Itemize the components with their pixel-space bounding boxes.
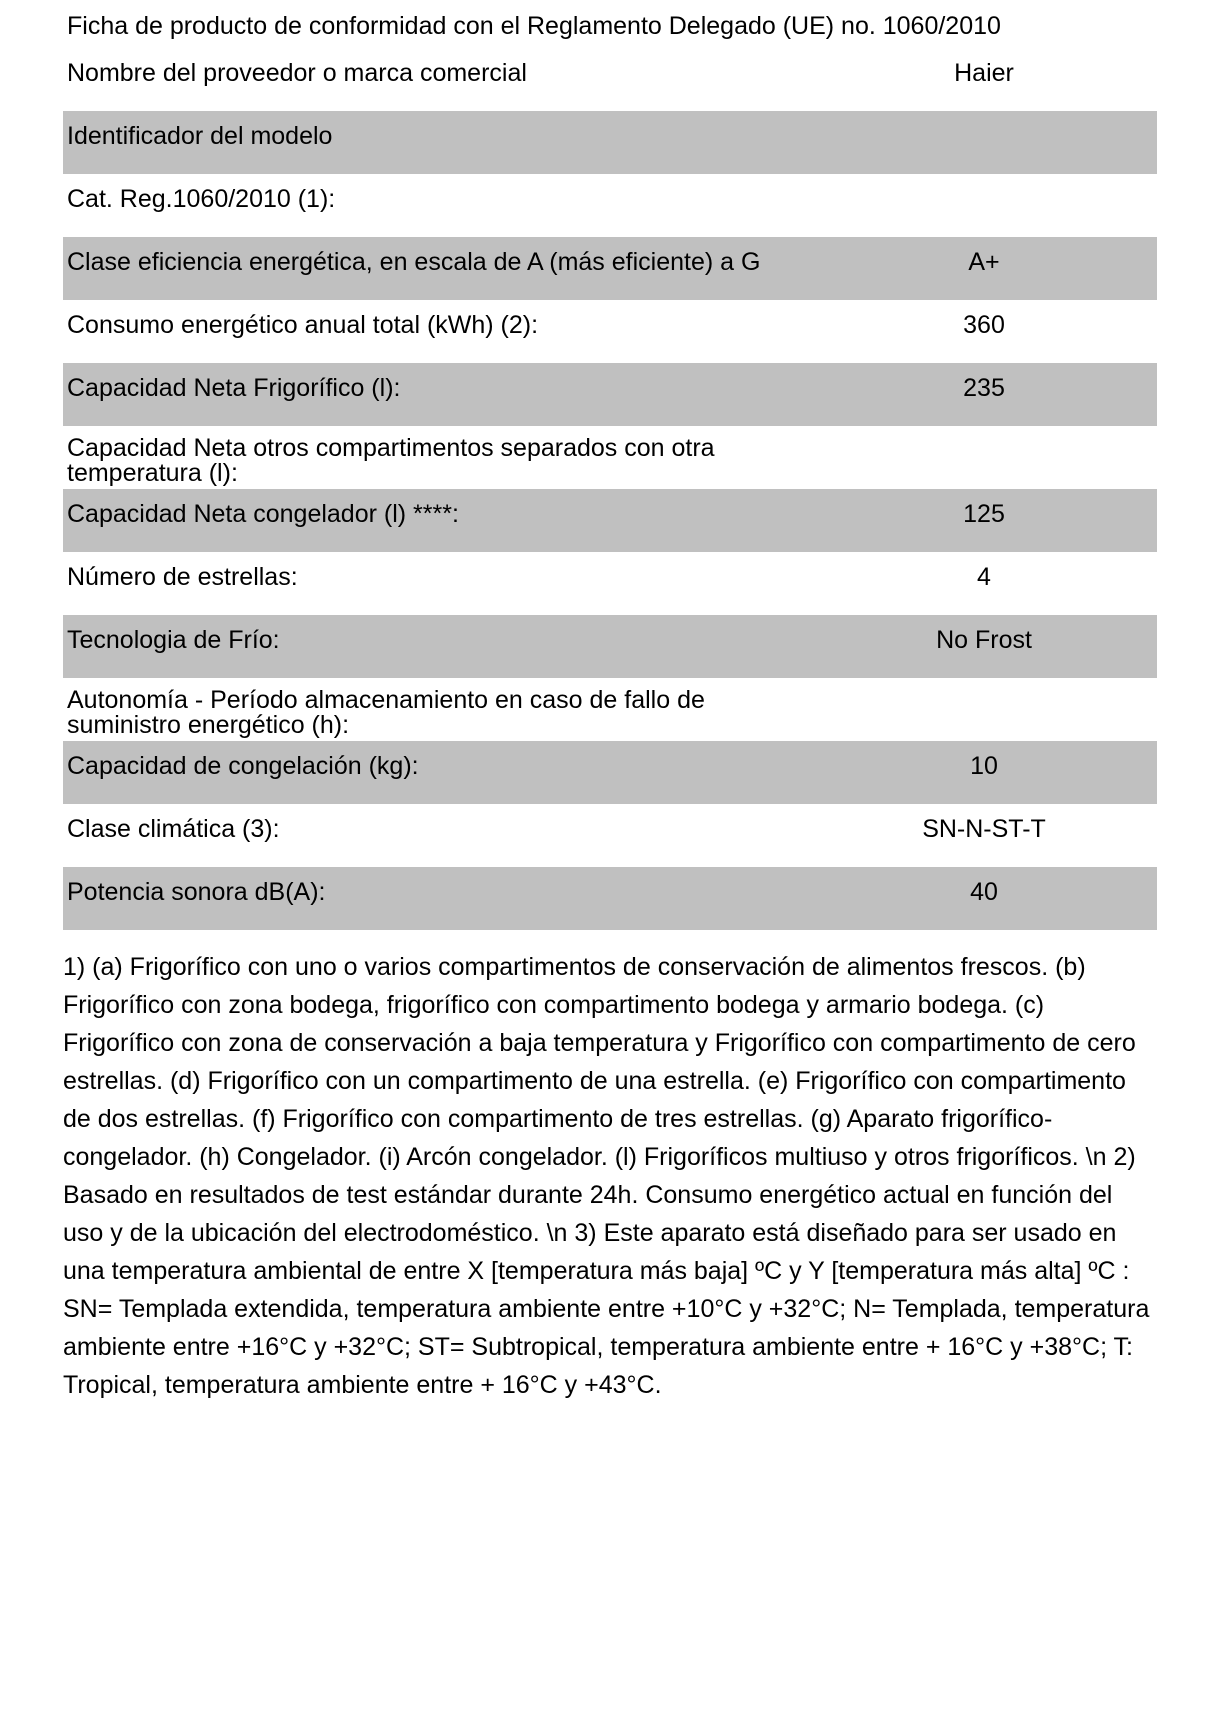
row-label: Capacidad Neta otros compartimentos separados con otra temperatura (l):	[67, 434, 715, 487]
row-value: A+	[968, 248, 1000, 276]
row-freezing-capacity	[63, 741, 1157, 804]
row-label: Clase climática (3):	[67, 815, 280, 843]
row-stars	[63, 552, 1157, 615]
row-value: 10	[970, 752, 998, 780]
row-label: Número de estrellas:	[67, 563, 298, 591]
row-supplier	[63, 48, 1157, 111]
row-value: 125	[963, 500, 1005, 528]
row-cooling-technology	[63, 615, 1157, 678]
row-model-identifier	[63, 111, 1157, 174]
row-value	[909, 678, 1059, 690]
row-value: Haier	[954, 59, 1014, 87]
row-annual-consumption	[63, 300, 1157, 363]
row-climate-class	[63, 804, 1157, 867]
row-value: 360	[963, 311, 1005, 339]
row-freezer-capacity	[63, 489, 1157, 552]
row-value	[909, 426, 1059, 438]
row-value: 4	[977, 563, 991, 591]
row-label: Consumo energético anual total (kWh) (2):	[67, 311, 539, 339]
row-label: Identificador del modelo	[67, 122, 333, 150]
row-fridge-capacity	[63, 363, 1157, 426]
row-label: Clase eficiencia energética, en escala de A (más eficiente) a G	[67, 248, 761, 276]
row-value: 40	[970, 878, 998, 906]
row-category	[63, 174, 1157, 237]
document-title: Ficha de producto de conformidad con el Reglamento Delegado (UE) no. 1060/2010	[67, 12, 1001, 40]
row-value	[909, 174, 1059, 186]
row-value: SN-N-ST-T	[922, 815, 1046, 843]
row-label: Cat. Reg.1060/2010 (1):	[67, 185, 336, 213]
footnotes: 1) (a) Frigorífico con uno o varios compartimentos de conservación de alimentos frescos. (b) Frigorífico con zona bodega, frigorífico con compartimento bodega y armario bodega. (c) Frigorífico con zona de conservación a baja temperatura y Frigorífico con compartimento de cero estrellas. (d) Frigorífico con un compartimento de una estrella. (e) Frigorífico con compartimento de dos estrellas. (f) Frigorífico con compartimento de tres estrellas. (g) Aparato frigorífico-congelador. (h) Congelador. (i) Arcón congelador. (l) Frigoríficos multiuso y otros frigoríficos. \n 2) Basado en resultados de test estándar durante 24h. Consumo energético actual en función del uso y de la ubicación del electrodoméstico. \n 3) Este aparato está diseñado para ser usado en una temperatura ambiental de entre X [temperatura más baja] ºC y Y [temperatura más alta] ºC : SN= Templada extendida, temperatura ambiente entre +10°C y +32°C; N= Templada, temperatura ambiente entre +16°C y +32°C; ST= Subtropical, temperatura ambiente entre + 16°C y +38°C; T: Tropical, temperatura ambiente entre + 16°C y +43°C.	[63, 953, 1150, 1399]
row-label: Potencia sonora dB(A):	[67, 878, 326, 906]
row-other-compartments	[63, 426, 1157, 489]
row-label: Capacidad de congelación (kg):	[67, 752, 419, 780]
row-value: 235	[963, 374, 1005, 402]
row-label: Tecnologia de Frío:	[67, 626, 280, 654]
row-value	[909, 111, 1059, 123]
row-label: Capacidad Neta congelador (l) ****:	[67, 500, 459, 528]
row-energy-class	[63, 237, 1157, 300]
row-label: Autonomía - Período almacenamiento en caso de fallo de suministro energético (h):	[67, 686, 705, 739]
row-label: Nombre del proveedor o marca comercial	[67, 59, 527, 87]
row-value: No Frost	[936, 626, 1032, 654]
row-sound-power	[63, 867, 1157, 930]
row-autonomy	[63, 678, 1157, 741]
row-label: Capacidad Neta Frigorífico (l):	[67, 374, 401, 402]
